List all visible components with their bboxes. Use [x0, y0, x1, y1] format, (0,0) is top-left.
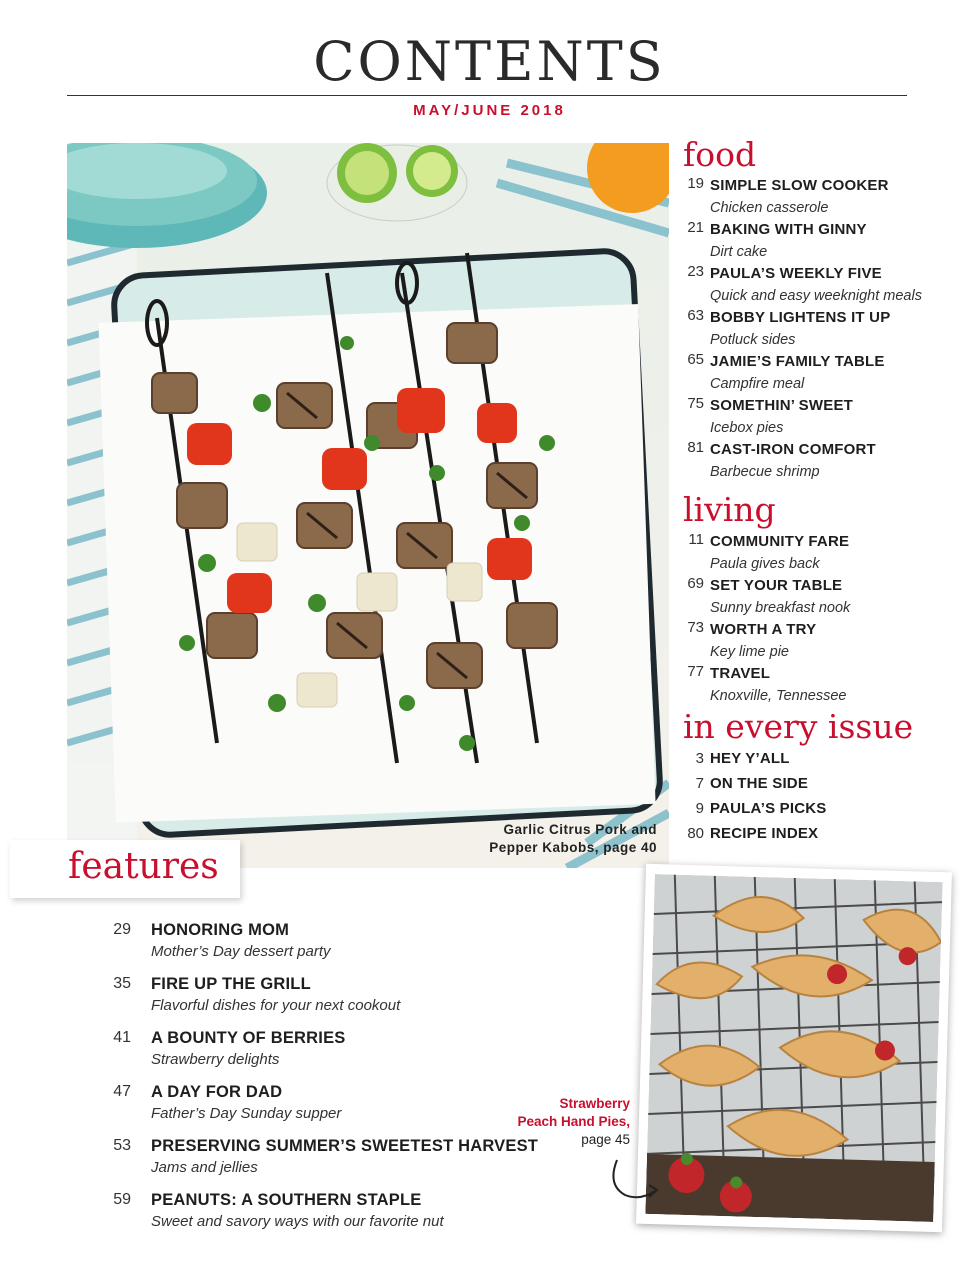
- page-number: 53: [113, 1137, 131, 1154]
- toc-title: COMMUNITY FARE: [710, 533, 850, 550]
- feature-title: FIRE UP THE GRILL: [151, 975, 311, 993]
- toc-title: SOMETHIN’ SWEET: [710, 397, 854, 414]
- hand-pies-illustration: [645, 874, 942, 1222]
- section-food: [668, 135, 968, 174]
- toc-subtitle: Barbecue shrimp: [710, 464, 820, 480]
- toc-title: JAMIE’S FAMILY TABLE: [710, 353, 885, 370]
- toc-subtitle: Campfire meal: [710, 376, 805, 392]
- page-number: 21: [687, 219, 704, 236]
- toc-subtitle: Chicken casserole: [710, 200, 829, 216]
- page-number: 80: [687, 825, 704, 842]
- kabobs-illustration: [67, 143, 669, 868]
- toc-title: SET YOUR TABLE: [710, 577, 843, 594]
- page-number: 65: [687, 351, 704, 368]
- page-number: 59: [113, 1191, 131, 1208]
- feature-subtitle: Jams and jellies: [151, 1159, 258, 1176]
- section-heading-features: features: [68, 846, 219, 887]
- page-number: 77: [687, 663, 704, 680]
- page-number: 73: [687, 619, 704, 636]
- toc-item[interactable]: [668, 771, 968, 796]
- page-number: 3: [695, 750, 704, 767]
- pies-caption-line: Strawberry: [559, 1096, 630, 1111]
- page-number: 19: [687, 175, 704, 192]
- feature-subtitle: Sweet and savory ways with our favorite nut: [151, 1213, 444, 1230]
- feature-title: PRESERVING SUMMER’S SWEETEST HARVEST: [151, 1137, 539, 1155]
- feature-title: A BOUNTY OF BERRIES: [151, 1029, 346, 1047]
- pies-caption: [470, 1095, 630, 1149]
- toc-title: BAKING WITH GINNY: [710, 221, 867, 238]
- page-title: CONTENTS: [313, 30, 666, 93]
- toc-title: WORTH A TRY: [710, 621, 817, 638]
- toc-item[interactable]: [668, 619, 968, 663]
- feature-subtitle: Mother’s Day dessert party: [151, 943, 331, 960]
- toc-title: PAULA’S WEEKLY FIVE: [710, 265, 882, 282]
- toc-subtitle: Paula gives back: [710, 556, 820, 572]
- toc-item[interactable]: [668, 351, 968, 395]
- page-number: 69: [687, 575, 704, 592]
- toc-title: SIMPLE SLOW COOKER: [710, 177, 889, 194]
- toc-subtitle: Knoxville, Tennessee: [710, 688, 847, 704]
- toc-item[interactable]: [668, 575, 968, 619]
- toc-item[interactable]: [668, 531, 968, 575]
- hero-caption: [397, 821, 669, 857]
- feature-item[interactable]: [95, 1026, 615, 1080]
- features-list: [95, 918, 615, 1242]
- feature-item[interactable]: [95, 1188, 615, 1242]
- title-rule: [67, 95, 907, 96]
- feature-title: A DAY FOR DAD: [151, 1083, 283, 1101]
- issue-date: MAY/JUNE 2018: [413, 102, 566, 119]
- toc-item[interactable]: [668, 796, 968, 821]
- feature-item[interactable]: [95, 918, 615, 972]
- section-heading-every-issue: in every issue: [683, 707, 914, 746]
- toc-title: ON THE SIDE: [710, 775, 809, 792]
- photo-hand-pies: [636, 864, 952, 1232]
- pies-caption-page: page 45: [581, 1132, 630, 1147]
- toc-title: BOBBY LIGHTENS IT UP: [710, 309, 891, 326]
- page-number: 35: [113, 975, 131, 992]
- toc-item[interactable]: [668, 395, 968, 439]
- feature-subtitle: Flavorful dishes for your next cookout: [151, 997, 401, 1014]
- feature-title: HONORING MOM: [151, 921, 290, 939]
- toc-item[interactable]: [668, 175, 968, 219]
- hand-pies-image: [645, 874, 942, 1222]
- toc-item[interactable]: [668, 663, 968, 707]
- toc-title: TRAVEL: [710, 665, 771, 682]
- page-number: 75: [687, 395, 704, 412]
- feature-item[interactable]: [95, 972, 615, 1026]
- section-heading-living: living: [683, 490, 776, 529]
- page-number: 11: [688, 531, 704, 548]
- toc-subtitle: Quick and easy weeknight meals: [710, 288, 922, 304]
- food-list: [668, 175, 968, 483]
- toc-item[interactable]: [668, 439, 968, 483]
- toc-item[interactable]: [668, 263, 968, 307]
- page-number: 41: [113, 1029, 131, 1046]
- toc-title: HEY Y’ALL: [710, 750, 790, 767]
- page-number: 63: [687, 307, 704, 324]
- page-number: 23: [687, 263, 704, 280]
- toc-title: PAULA’S PICKS: [710, 800, 827, 817]
- page-number: 9: [695, 800, 704, 817]
- every-issue-list: [668, 746, 968, 846]
- toc-item[interactable]: [668, 746, 968, 771]
- toc-subtitle: Key lime pie: [710, 644, 789, 660]
- page-number: 29: [113, 921, 131, 938]
- page-number: 7: [695, 775, 704, 792]
- section-heading-food: food: [683, 135, 757, 174]
- toc-subtitle: Dirt cake: [710, 244, 768, 260]
- feature-subtitle: Father’s Day Sunday supper: [151, 1105, 342, 1122]
- feature-subtitle: Strawberry delights: [151, 1051, 280, 1068]
- toc-item[interactable]: [668, 219, 968, 263]
- section-living: [668, 490, 968, 529]
- toc-title: RECIPE INDEX: [710, 825, 819, 842]
- hero-photo-kabobs: [67, 143, 669, 868]
- section-every-issue: [668, 707, 968, 746]
- toc-subtitle: Icebox pies: [710, 420, 784, 436]
- page-number: 81: [687, 439, 704, 456]
- pies-caption-line: Peach Hand Pies,: [517, 1114, 630, 1129]
- living-list: [668, 531, 968, 707]
- toc-item[interactable]: [668, 821, 968, 846]
- toc-item[interactable]: [668, 307, 968, 351]
- toc-title: CAST-IRON COMFORT: [710, 441, 876, 458]
- toc-subtitle: Sunny breakfast nook: [710, 600, 851, 616]
- curved-arrow-icon: [605, 1155, 665, 1205]
- hero-caption-line: Garlic Citrus Pork and: [503, 822, 657, 837]
- page-number: 47: [113, 1083, 131, 1100]
- feature-title: PEANUTS: A SOUTHERN STAPLE: [151, 1191, 422, 1209]
- toc-subtitle: Potluck sides: [710, 332, 796, 348]
- hero-caption-line: Pepper Kabobs, page 40: [489, 840, 657, 855]
